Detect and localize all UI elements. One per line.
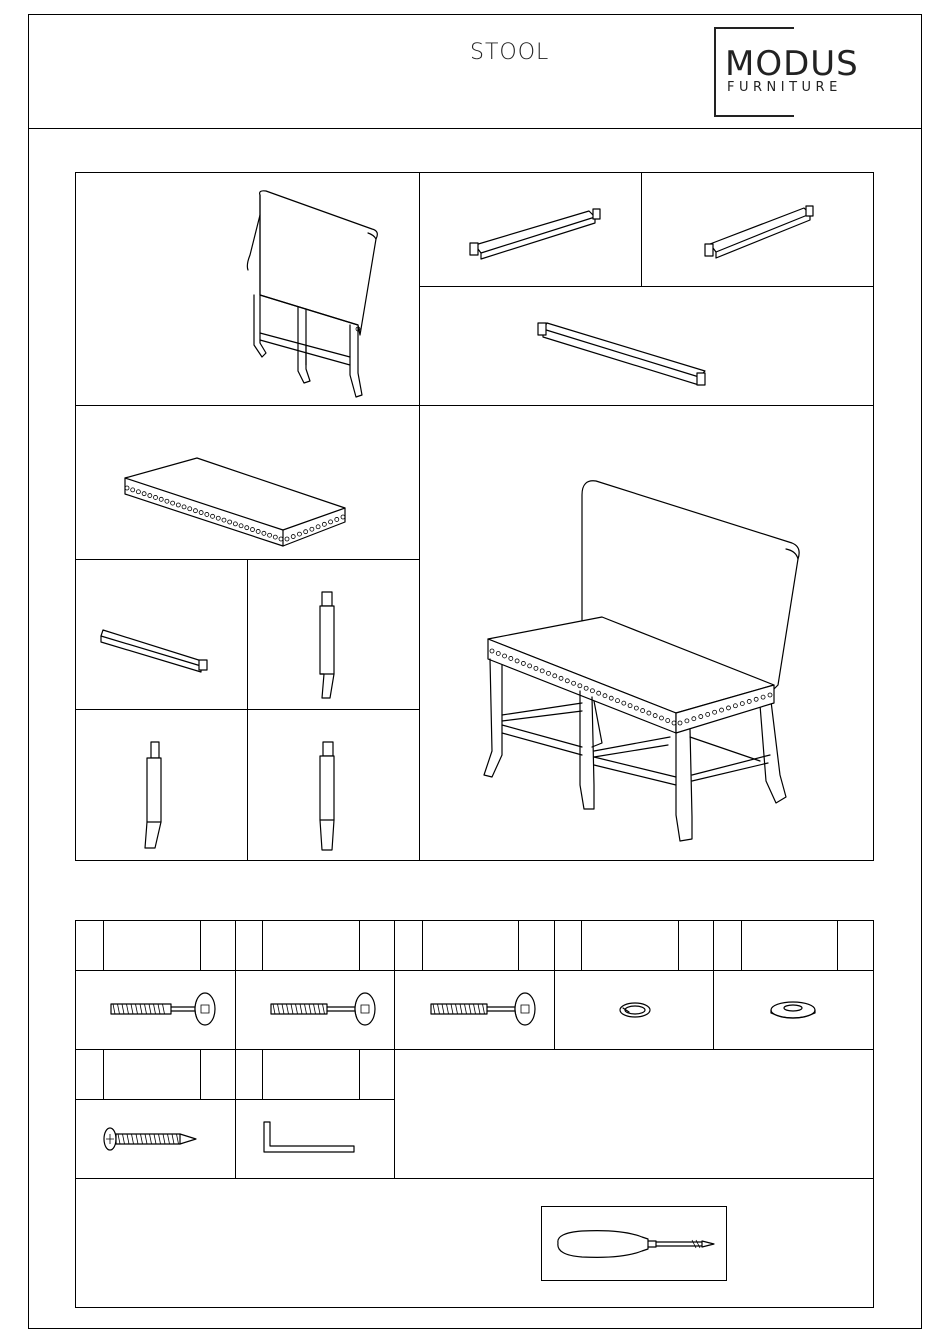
rail-icon xyxy=(465,205,605,265)
leg-icon xyxy=(135,740,175,855)
nailhead-stud xyxy=(310,527,314,531)
nailhead-stud xyxy=(256,529,260,533)
nailhead-stud xyxy=(199,511,203,515)
nailhead-stud xyxy=(222,518,226,522)
hardware-flat-washer xyxy=(768,997,818,1023)
hardware-lock-washer xyxy=(615,998,655,1022)
hardware-bolt-c xyxy=(425,990,545,1030)
rail-icon xyxy=(95,620,220,675)
hardware-bolt-b xyxy=(265,990,385,1030)
leg-icon xyxy=(310,738,350,853)
table-rule xyxy=(75,1049,874,1050)
table-rule xyxy=(75,1178,874,1179)
table-rule xyxy=(103,920,104,970)
logo-wordmark: MODUS xyxy=(725,44,859,84)
tool-screwdriver xyxy=(552,1225,722,1265)
part-short-rail-a xyxy=(465,205,605,265)
rail-icon xyxy=(700,200,820,265)
bolt-icon xyxy=(105,990,225,1030)
nailhead-stud xyxy=(304,530,308,534)
nailhead-stud xyxy=(211,514,215,518)
part-front-leg-b xyxy=(135,740,175,855)
screw-icon xyxy=(100,1124,205,1154)
nailhead-stud xyxy=(329,520,333,524)
grid-rule xyxy=(641,172,642,287)
part-seat-cushion xyxy=(115,450,355,550)
table-rule xyxy=(713,920,714,1050)
screwdriver-icon xyxy=(552,1225,722,1265)
rail-icon xyxy=(535,315,720,395)
nailhead-stud xyxy=(136,490,140,494)
grid-rule xyxy=(247,559,248,861)
allen-key-icon xyxy=(260,1118,360,1158)
stool-icon xyxy=(470,475,810,845)
part-front-leg-a xyxy=(310,588,350,703)
table-rule xyxy=(359,1049,360,1099)
grid-rule xyxy=(419,286,874,287)
table-rule xyxy=(75,970,874,971)
seat-icon xyxy=(115,450,355,550)
nailhead-stud xyxy=(233,522,237,526)
nailhead-stud xyxy=(228,520,232,524)
table-rule xyxy=(554,920,555,1050)
grid-rule xyxy=(75,709,419,710)
table-rule xyxy=(235,920,236,1050)
nailhead-stud xyxy=(193,509,197,513)
part-long-rail xyxy=(535,315,720,395)
nailhead-stud xyxy=(291,535,295,539)
table-rule xyxy=(837,920,838,970)
nailhead-stud xyxy=(297,532,301,536)
table-rule xyxy=(262,920,263,970)
nailhead-stud xyxy=(250,528,254,532)
nailhead-stud xyxy=(182,505,186,509)
table-rule xyxy=(262,1049,263,1099)
nailhead-stud xyxy=(148,494,152,498)
nailhead-stud xyxy=(322,522,326,526)
nailhead-stud xyxy=(165,499,169,503)
table-rule xyxy=(235,1049,236,1179)
hardware-wood-screw xyxy=(100,1124,205,1154)
part-front-leg-c xyxy=(310,738,350,853)
nailhead-stud xyxy=(216,516,220,520)
nailhead-stud xyxy=(285,537,289,541)
nailhead-stud xyxy=(188,507,192,511)
page-title: STOOL xyxy=(470,40,550,65)
table-rule xyxy=(394,920,395,1179)
table-rule xyxy=(200,920,201,970)
table-rule xyxy=(581,920,582,970)
nailhead-stud xyxy=(154,495,158,499)
table-rule xyxy=(200,1049,201,1099)
nailhead-stud xyxy=(176,503,180,507)
grid-rule xyxy=(75,405,874,406)
nailhead-stud xyxy=(171,501,175,505)
hardware-bolt-a xyxy=(105,990,225,1030)
grid-rule xyxy=(419,172,420,861)
part-short-rail-b xyxy=(700,200,820,265)
table-rule xyxy=(422,920,423,970)
table-rule xyxy=(359,920,360,970)
nailhead-stud xyxy=(142,492,146,496)
part-backrest-with-rear-legs xyxy=(240,185,380,405)
part-assembled-stool xyxy=(470,475,810,845)
nailhead-stud xyxy=(316,525,320,529)
nailhead-stud xyxy=(262,531,266,535)
nailhead-stud xyxy=(245,526,249,530)
table-rule xyxy=(678,920,679,970)
bolt-icon xyxy=(425,990,545,1030)
hardware-table xyxy=(75,920,874,1308)
nailhead-stud xyxy=(335,517,339,521)
header-divider xyxy=(28,128,922,129)
nailhead-stud xyxy=(131,488,135,492)
table-rule xyxy=(741,920,742,970)
lock-washer-icon xyxy=(615,998,655,1022)
hardware-allen-key xyxy=(260,1118,360,1158)
flat-washer-icon xyxy=(768,997,818,1023)
logo-subline: FURNITURE xyxy=(727,80,842,95)
bolt-icon xyxy=(265,990,385,1030)
nailhead-stud xyxy=(159,497,163,501)
part-short-stretcher xyxy=(95,620,220,675)
table-rule xyxy=(103,1049,104,1099)
nailhead-stud xyxy=(268,533,272,537)
nailhead-stud xyxy=(205,512,209,516)
nailhead-stud xyxy=(239,524,243,528)
nailhead-stud xyxy=(273,535,277,539)
table-rule xyxy=(518,920,519,970)
leg-icon xyxy=(310,588,350,703)
backrest-icon xyxy=(240,185,380,405)
